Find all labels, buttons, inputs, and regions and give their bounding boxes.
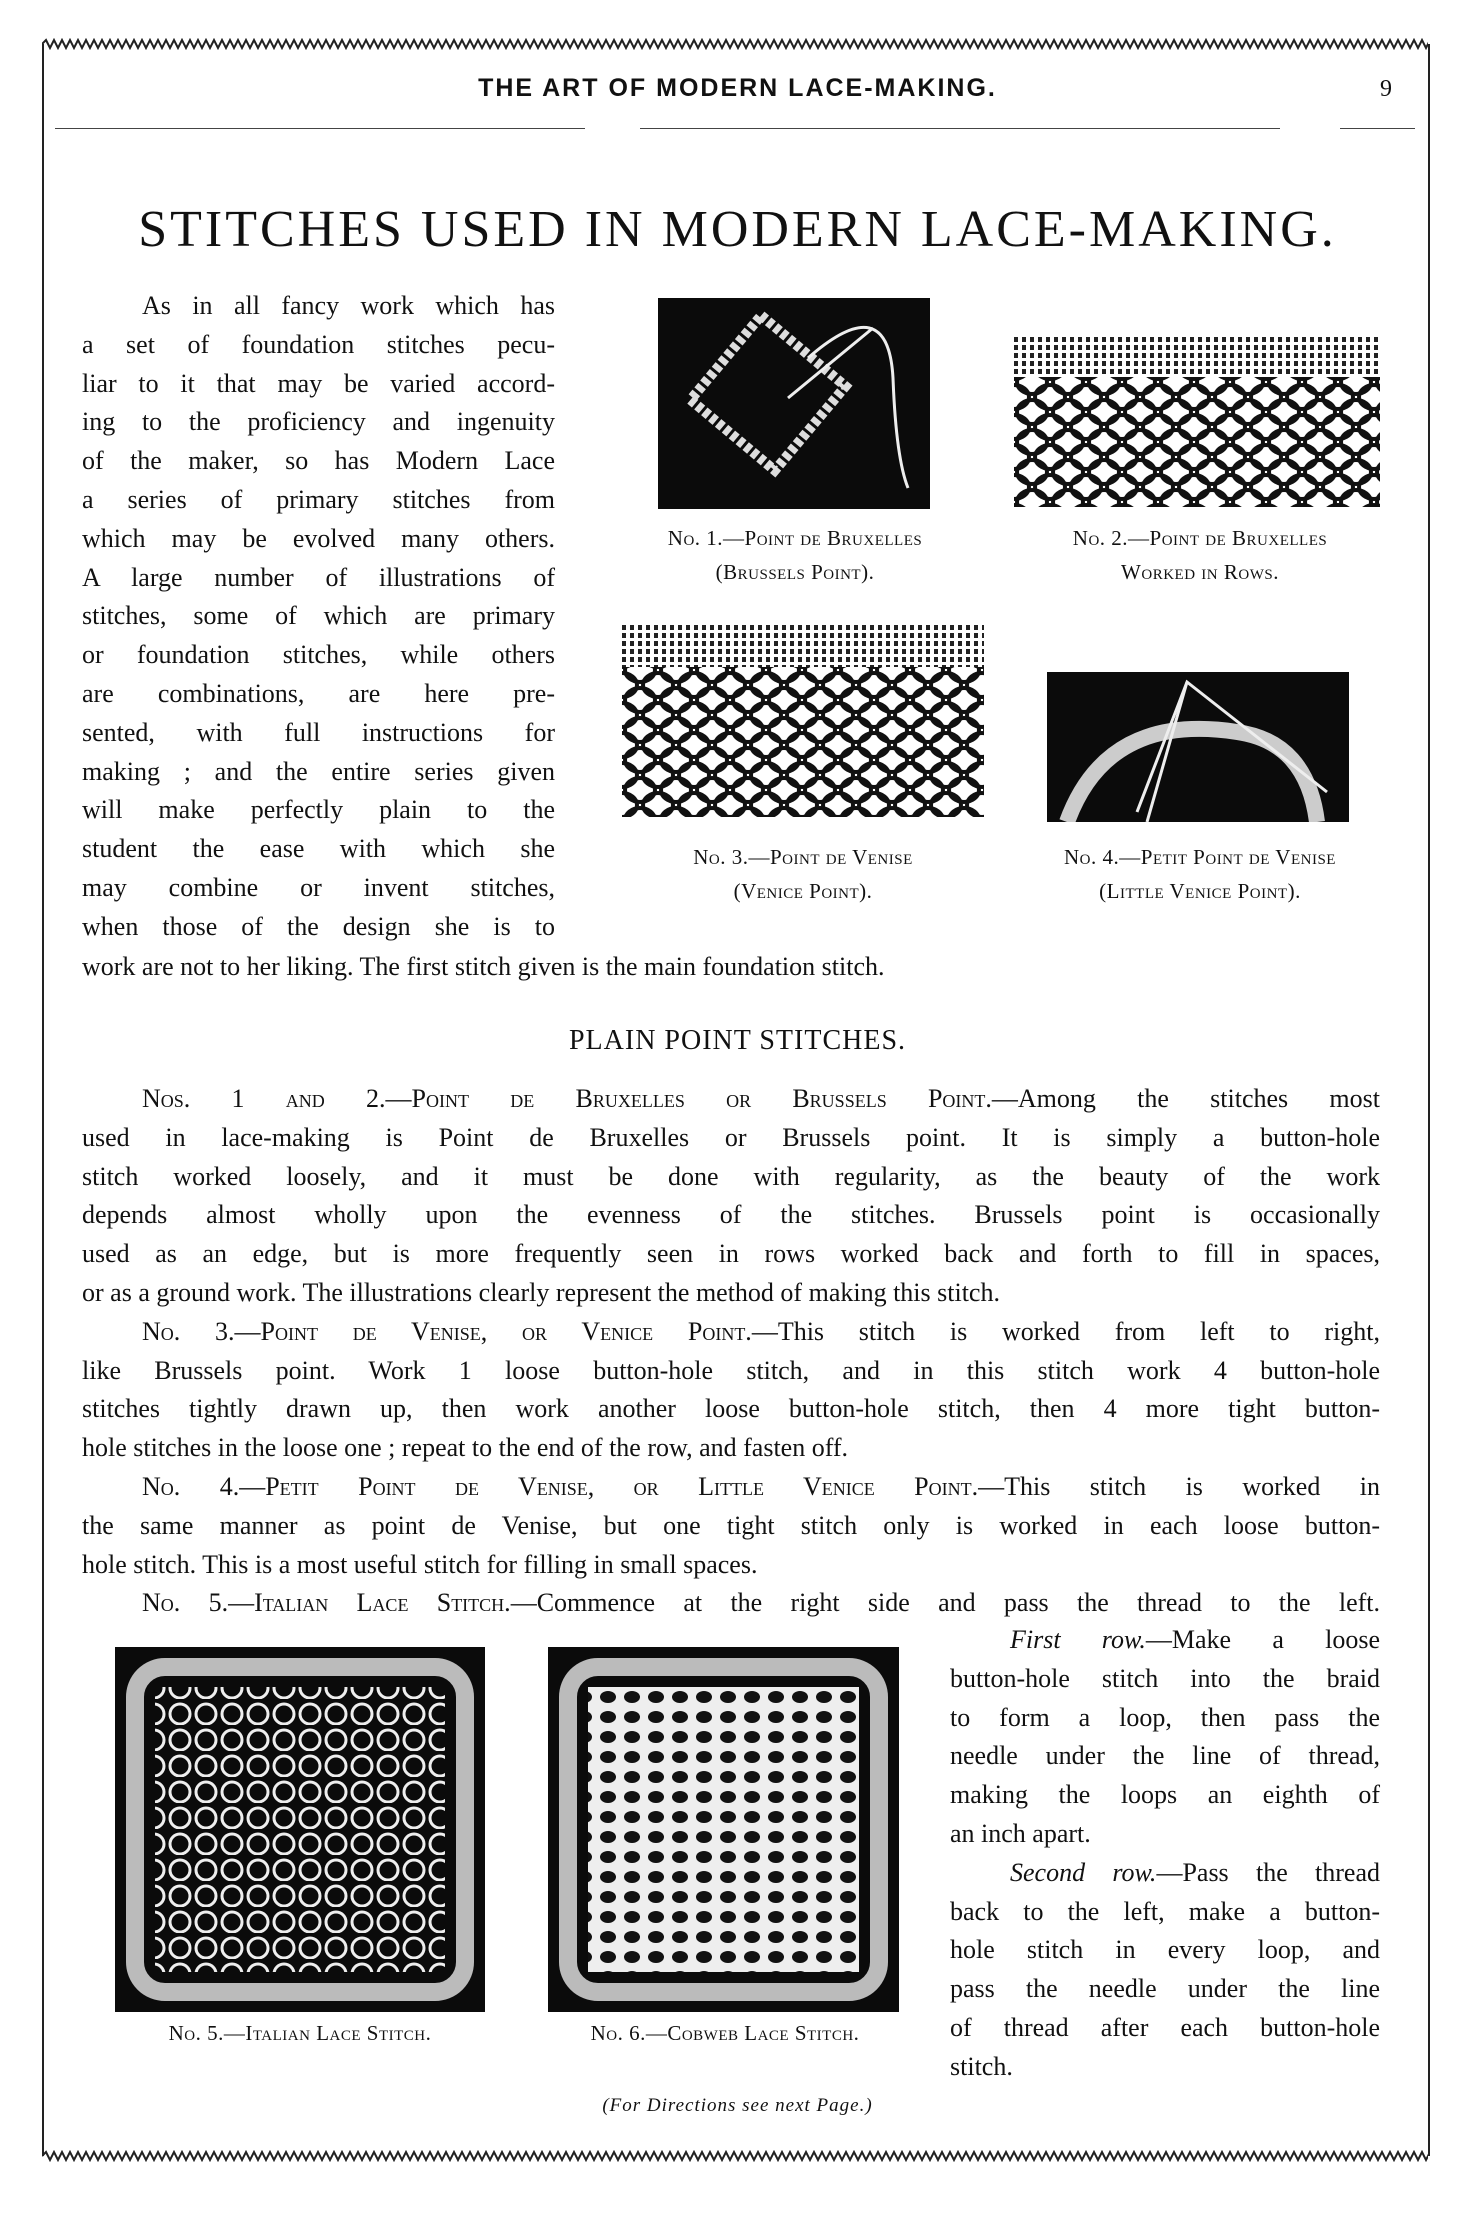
text-line xyxy=(82,1119,1380,1158)
lead-in: No. 4.—Petit Point de Venise, or Little Venice Point. xyxy=(142,1471,979,1501)
text-line xyxy=(82,675,555,714)
running-header: THE ART OF MODERN LACE-MAKING. xyxy=(478,74,997,102)
line-text: —Commence at the right side and pass the thread to the left. xyxy=(510,1588,1380,1618)
line-text: stitches tightly drawn up, then work another loose button-hole stitch, then 4 more tight button- xyxy=(82,1394,1380,1424)
text-line xyxy=(950,1893,1380,1932)
line-text: back to the left, make a button- xyxy=(950,1896,1380,1926)
main-paragraphs xyxy=(82,1080,1380,1623)
header-rule xyxy=(640,128,1280,129)
line-text: when those of the design she is to xyxy=(82,911,555,941)
figure-1-brussels-point-image xyxy=(658,298,930,509)
intro-final-line: work are not to her liking. The first stitch given is the main foundation stitch. xyxy=(82,952,885,981)
text-line xyxy=(82,869,555,908)
line-text: a set of foundation stitches pecu- xyxy=(82,329,555,359)
lead-in: First row. xyxy=(1010,1625,1146,1654)
text-line xyxy=(82,1158,1380,1197)
line-text: sented, with full instructions for xyxy=(82,717,555,747)
text-line xyxy=(950,1660,1380,1699)
intro-paragraph xyxy=(82,287,555,947)
figure-4-little-venice-point-image xyxy=(1047,672,1349,822)
lead-in: No. 3.—Point de Venise, or Venice Point. xyxy=(142,1316,752,1346)
section-heading: PLAIN POINT STITCHES. xyxy=(568,1025,907,1056)
line-text: stitch. xyxy=(950,2051,1013,2081)
line-text: like Brussels point. Work 1 loose button-hole stitch, and in this stitch work 4 button-hole xyxy=(82,1355,1380,1385)
line-text: needle under the line of thread, xyxy=(950,1741,1380,1771)
text-line xyxy=(950,1970,1380,2009)
text-line xyxy=(950,2048,1380,2087)
line-text: hole stitch. This is a most useful stitch for filling in small spaces. xyxy=(82,1549,758,1579)
line-text: a series of primary stitches from xyxy=(82,484,555,514)
text-line xyxy=(82,714,555,753)
line-text: or as a ground work. The illustrations clearly represent the method of making this stitch. xyxy=(82,1277,1000,1307)
line-text: may combine or invent stitches, xyxy=(82,872,555,902)
text-line xyxy=(82,1390,1380,1429)
line-text: used as an edge, but is more frequently seen in rows worked back and forth to fill in spaces, xyxy=(82,1239,1380,1269)
wavy-border-bottom xyxy=(42,2150,1428,2162)
text-line xyxy=(82,1429,1380,1468)
figure-5-italian-lace-image xyxy=(115,1647,485,2012)
line-text: —This stitch is worked from left to right, xyxy=(751,1316,1380,1346)
text-line xyxy=(82,481,555,520)
text-line xyxy=(82,326,555,365)
page-number: 9 xyxy=(1380,76,1392,102)
figure-2-caption: No. 2.—Point de Bruxelles Worked in Rows. xyxy=(1072,526,1328,584)
line-text: making ; and the entire series given xyxy=(82,756,555,786)
text-line xyxy=(82,1507,1380,1546)
page-title: STITCHES USED IN MODERN LACE-MAKING. xyxy=(138,201,1337,258)
text-line xyxy=(82,1080,1380,1119)
line-text: depends almost wholly upon the evenness of the stitches. Brussels point is occasionally xyxy=(82,1200,1380,1230)
line-text: liar to it that may be varied accord- xyxy=(82,368,555,398)
text-line xyxy=(82,908,555,947)
line-text: will make perfectly plain to the xyxy=(82,795,555,825)
line-text: making the loops an eighth of xyxy=(950,1780,1380,1810)
line-text: which may be evolved many others. xyxy=(82,523,555,553)
line-text: student the ease with which she xyxy=(82,834,555,864)
figure-3-caption: No. 3.—Point de Venise (Venice Point). xyxy=(693,845,913,903)
text-line xyxy=(82,791,555,830)
line-text: A large number of illustrations of xyxy=(82,562,555,592)
line-text: —This stitch is worked in xyxy=(978,1471,1380,1501)
line-text: As in all fancy work which has xyxy=(142,291,555,320)
text-line xyxy=(82,1546,1380,1585)
line-text: of thread after each button-hole xyxy=(950,2012,1380,2042)
text-line xyxy=(950,1854,1380,1893)
line-text: —Pass the thread xyxy=(1156,1857,1380,1887)
line-text: hole stitch in every loop, and xyxy=(950,1935,1380,1965)
line-text: of the maker, so has Modern Lace xyxy=(82,446,555,476)
text-line xyxy=(82,753,555,792)
text-line xyxy=(82,1196,1380,1235)
header-rule xyxy=(1340,128,1415,129)
line-text: an inch apart. xyxy=(950,1818,1091,1848)
line-text: stitches, some of which are primary xyxy=(82,601,555,631)
text-line xyxy=(82,636,555,675)
text-line xyxy=(950,1699,1380,1738)
line-text: ing to the proficiency and ingenuity xyxy=(82,407,555,437)
text-line xyxy=(950,1815,1380,1854)
footer-note: (For Directions see next Page.) xyxy=(602,2095,873,2116)
text-line xyxy=(950,1737,1380,1776)
line-text: the same manner as point de Venise, but one tight stitch only is worked in each loose button- xyxy=(82,1510,1380,1540)
right-column-instructions xyxy=(950,1621,1380,2087)
figure-3-venice-point-image xyxy=(622,625,984,822)
text-line xyxy=(950,1776,1380,1815)
text-line xyxy=(82,1274,1380,1313)
lead-in: Second row. xyxy=(1010,1857,1157,1887)
text-line xyxy=(82,1235,1380,1274)
figure-2-brussels-rows-image xyxy=(1014,337,1380,509)
text-line xyxy=(82,520,555,559)
line-text: button-hole stitch into the braid xyxy=(950,1663,1380,1693)
text-line xyxy=(82,287,555,326)
line-text: —Make a loose xyxy=(1145,1625,1381,1654)
text-line xyxy=(82,1352,1380,1391)
line-text: hole stitches in the loose one ; repeat to the end of the row, and fasten off. xyxy=(82,1433,849,1463)
line-text: are combinations, are here pre- xyxy=(82,678,555,708)
line-text: stitch worked loosely, and it must be done with regularity, as the beauty of the work xyxy=(82,1161,1380,1191)
line-text: used in lace-making is Point de Bruxelles or Brussels point. It is simply a button-hole xyxy=(82,1122,1380,1152)
figure-5-caption: No. 5.—Italian Lace Stitch. xyxy=(168,2021,432,2045)
lead-in: Nos. 1 and 2.—Point de Bruxelles or Brussels Point. xyxy=(142,1084,992,1113)
text-line xyxy=(82,1468,1380,1507)
header-rule xyxy=(55,128,585,129)
text-line xyxy=(950,1621,1380,1660)
text-line xyxy=(82,365,555,404)
line-text: to form a loop, then pass the xyxy=(950,1702,1380,1732)
line-text: pass the needle under the line xyxy=(950,1974,1380,2004)
text-line xyxy=(82,597,555,636)
lead-in: No. 5.—Italian Lace Stitch. xyxy=(142,1588,511,1618)
figure-4-caption: No. 4.—Petit Point de Venise (Little Venice Point). xyxy=(1064,845,1336,903)
text-line xyxy=(82,403,555,442)
figure-6-caption: No. 6.—Cobweb Lace Stitch. xyxy=(590,2021,860,2045)
figure-6-cobweb-lace-image xyxy=(548,1647,899,2012)
text-line xyxy=(950,1931,1380,1970)
text-line xyxy=(82,830,555,869)
wavy-border-top xyxy=(42,38,1428,50)
line-text: or foundation stitches, while others xyxy=(82,640,555,670)
figure-1-caption: No. 1.—Point de Bruxelles (Brussels Point). xyxy=(667,526,923,584)
text-line xyxy=(950,2009,1380,2048)
text-line xyxy=(82,1584,1380,1623)
text-line xyxy=(82,559,555,598)
line-text: —Among the stitches most xyxy=(991,1084,1380,1113)
text-line xyxy=(82,442,555,481)
text-line xyxy=(82,1313,1380,1352)
